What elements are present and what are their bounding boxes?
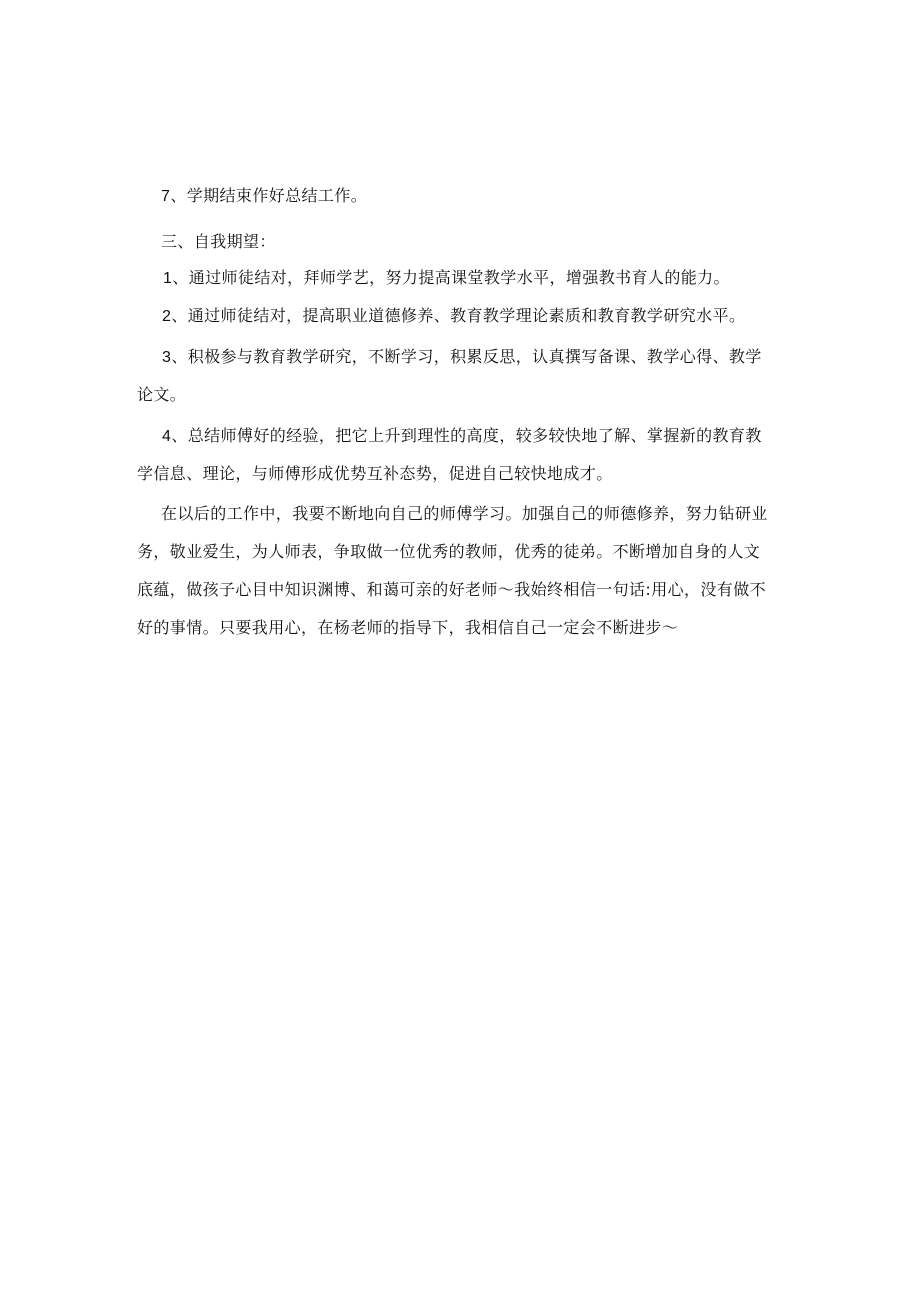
item-number: 7 [161, 188, 171, 205]
closing-paragraph-line-2: 务，敬业爱生，为人师表，争取做一位优秀的教师，优秀的徒弟。不断增加自身的人文 [137, 542, 761, 561]
item-number: 4 [162, 428, 172, 445]
item-number: 2 [162, 308, 172, 325]
item-text: 、通过师徒结对，拜师学艺，努力提高课堂教学水平，增强教书育人的能力。 [172, 268, 730, 287]
item-text: 、积极参与教育教学研究，不断学习，积累反思，认真撰写备课、教学心得、教学 [171, 347, 762, 366]
expectation-2 [162, 306, 745, 327]
expectation-3-line-2: 论文。 [137, 385, 187, 404]
item-number: 3 [162, 349, 172, 366]
closing-paragraph-line-1: 在以后的工作中，我要不断地向自己的师傅学习。加强自己的师德修养，努力钻研业 [161, 504, 768, 523]
item-7 [161, 186, 367, 207]
item-text: 、通过师徒结对，提高职业道德修养、教育教学理论素质和教育教学研究水平。 [171, 306, 746, 325]
item-number: 1 [163, 270, 173, 287]
closing-paragraph-line-3: 底蕴，做孩子心目中知识渊博、和蔼可亲的好老师～我始终相信一句话:用心，没有做不 [137, 580, 766, 599]
expectation-3-line-1 [162, 347, 762, 368]
item-text: 、总结师傅好的经验，把它上升到理性的高度，较多较快地了解、掌握新的教育教 [171, 426, 762, 445]
section-heading: 三、自我期望： [161, 232, 276, 251]
item-text: 、学期结束作好总结工作。 [170, 186, 368, 205]
closing-paragraph-line-4: 好的事情。只要我用心，在杨老师的指导下，我相信自己一定会不断进步～ [137, 618, 679, 637]
expectation-4-line-1 [162, 426, 762, 447]
expectation-4-line-2: 学信息、理论，与师傅形成优势互补态势，促进自己较快地成才。 [137, 464, 613, 483]
expectation-1 [163, 268, 730, 289]
